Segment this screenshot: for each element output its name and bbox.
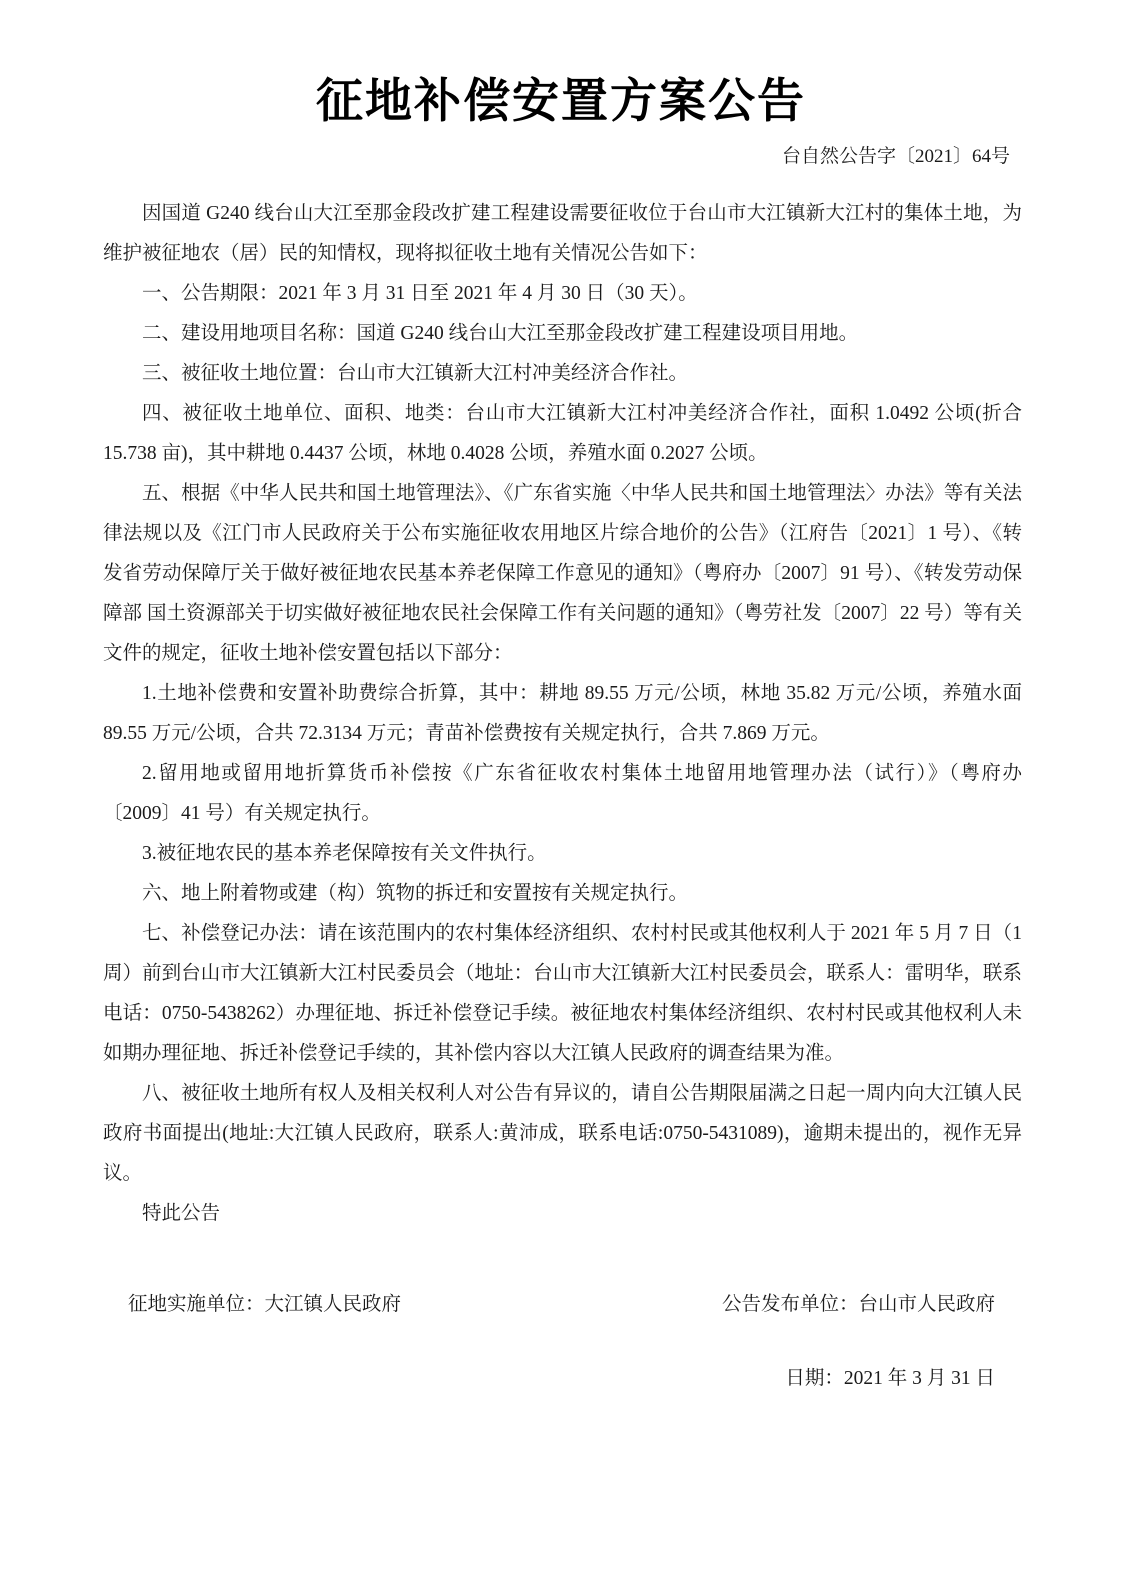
page-title: 征地补偿安置方案公告 bbox=[316, 76, 806, 128]
paragraph: 四、被征收土地单位、面积、地类：台山市大江镇新大江村冲美经济合作社，面积 1.0492 公顷(折合 15.738 亩)，其中耕地 0.4437 公顷，林地 0.4028 公顷，养殖水面 0.2027 公顷。 bbox=[103, 403, 1022, 465]
paragraph: 1.土地补偿费和安置补助费综合折算，其中：耕地 89.55 万元/公顷，林地 35.82 万元/公顷，养殖水面 89.55 万元/公顷，合共 72.3134 万元；青苗补偿费按有关规定执行，合共 7.869 万元。 bbox=[103, 683, 1022, 745]
issuing-unit-label: 公告发布单位：台山市人民政府 bbox=[721, 1294, 995, 1315]
implementing-unit-label: 征地实施单位：大江镇人民政府 bbox=[128, 1294, 402, 1315]
paragraph: 因国道 G240 线台山大江至那金段改扩建工程建设需要征收位于台山市大江镇新大江村的集体土地，为维护被征地农（居）民的知情权，现将拟征收土地有关情况公告如下： bbox=[103, 203, 1022, 265]
document-body bbox=[0, 194, 1122, 1234]
paragraph: 二、建设用地项目名称：国道 G240 线台山大江至那金段改扩建工程建设项目用地。 bbox=[142, 323, 859, 345]
doc-number: 台自然公告字〔2021〕64号 bbox=[781, 146, 1010, 168]
paragraph: 八、被征收土地所有权人及相关权利人对公告有异议的，请自公告期限届满之日起一周内向大江镇人民政府书面提出(地址:大江镇人民政府，联系人:黄沛成，联系电话:0750-5431089)，逾期未提出的，视作无异议。 bbox=[103, 1083, 1022, 1185]
paragraph: 六、地上附着物或建（构）筑物的拆迁和安置按有关规定执行。 bbox=[142, 883, 689, 905]
paragraph: 七、补偿登记办法：请在该范围内的农村集体经济组织、农村村民或其他权利人于 2021 年 5 月 7 日（1 周）前到台山市大江镇新大江村民委员会（地址：台山市大江镇新大江村民委员会，联系人：雷明华，联系电话：0750-5438262）办理征地、拆迁补偿登记手续。被征地农村集体经济组织、农村村民或其他权利人未如期办理征地、拆迁补偿登记手续的，其补偿内容以大江镇人民政府的调查结果为准。 bbox=[103, 923, 1022, 1065]
paragraph: 三、被征收土地位置：台山市大江镇新大江村冲美经济合作社。 bbox=[142, 363, 689, 385]
paragraph: 2.留用地或留用地折算货币补偿按《广东省征收农村集体土地留用地管理办法（试行）》（粤府办〔2009〕41 号）有关规定执行。 bbox=[103, 763, 1022, 825]
paragraph: 3.被征地农民的基本养老保障按有关文件执行。 bbox=[142, 843, 547, 865]
date-line: 日期：2021 年 3 月 31 日 bbox=[785, 1368, 995, 1389]
footer-units bbox=[128, 1288, 995, 1316]
paragraph: 一、公告期限：2021 年 3 月 31 日至 2021 年 4 月 30 日（30 天）。 bbox=[142, 283, 698, 305]
paragraph: 五、根据《中华人民共和国土地管理法》、《广东省实施〈中华人民共和国土地管理法〉办法》等有关法律法规以及《江门市人民政府关于公布实施征收农用地区片综合地价的公告》（江府告〔2021〕1 号）、《转发省劳动保障厅关于做好被征地农民基本养老保障工作意见的通知》（粤府办〔2007〕91 号）、《转发劳动保障部 国土资源部关于切实做好被征地农民社会保障工作有关问题的通知》（粤劳社发〔2007〕22 号）等有关文件的规定，征收土地补偿安置包括以下部分： bbox=[103, 483, 1022, 665]
paragraph: 特此公告 bbox=[142, 1203, 221, 1225]
